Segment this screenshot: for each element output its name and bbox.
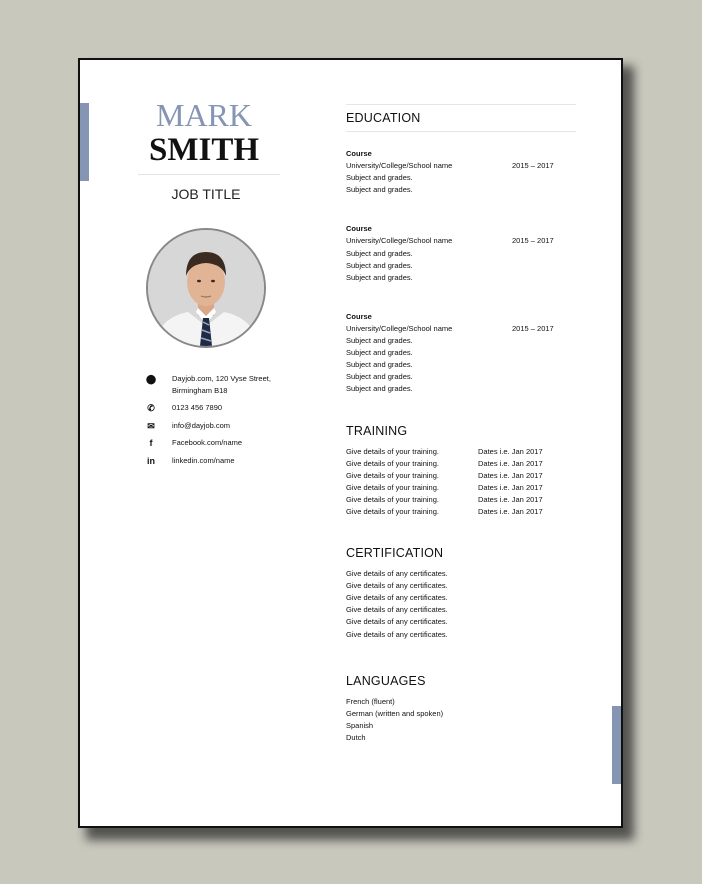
contact-row — [146, 373, 306, 396]
certificate-row: Give details of any certificates. — [346, 593, 448, 603]
subject-grades: Subject and grades. — [346, 384, 413, 394]
school-row — [346, 160, 578, 172]
contact-row — [146, 437, 306, 449]
education-entry — [346, 223, 578, 283]
language-row: Dutch — [346, 732, 366, 742]
training-row — [346, 494, 578, 506]
location-icon: ⬤ — [146, 374, 157, 384]
email-icon: ✉ — [147, 420, 155, 431]
accent-bar-left — [80, 103, 89, 181]
certificate-row: Give details of any certificates. — [346, 605, 448, 615]
language-row: Spanish — [346, 720, 374, 730]
education-entry — [346, 148, 578, 196]
subject-grades: Subject and grades. — [346, 336, 413, 346]
school-name: University/College/School name — [346, 236, 453, 246]
languages-title: LANGUAGES — [346, 673, 426, 688]
course-name: Course — [346, 311, 372, 321]
accent-bar-right — [612, 706, 621, 784]
training-detail: Give details of your training. — [346, 482, 439, 492]
training-detail: Give details of your training. — [346, 494, 439, 504]
school-row — [346, 323, 578, 335]
name-divider — [138, 174, 280, 175]
first-name: MARK — [155, 97, 252, 133]
training-row — [346, 458, 578, 470]
certificate-row: Give details of any certificates. — [346, 581, 448, 591]
education-entry — [346, 311, 578, 396]
language-row: German (written and spoken) — [346, 708, 444, 718]
course-name: Course — [346, 224, 372, 234]
contact-text: Dayjob.com, 120 Vyse Street, — [172, 374, 271, 383]
certification-title: CERTIFICATION — [346, 546, 444, 561]
course-name: Course — [346, 149, 372, 158]
certificate-row: Give details of any certificates. — [346, 629, 448, 639]
training-detail: Give details of your training. — [346, 506, 439, 516]
training-detail: Give details of your training. — [346, 446, 439, 456]
training-date: Dates i.e. Jan 2017 — [478, 458, 543, 468]
education-list — [346, 148, 578, 396]
language-row: French (fluent) — [346, 696, 395, 706]
job-title: JOB TITLE — [171, 186, 241, 202]
training-row — [346, 482, 578, 494]
contact-text: 0123 456 7890 — [172, 403, 223, 412]
certificate-row: Give details of any certificates. — [346, 569, 448, 579]
education-title: EDUCATION — [346, 111, 421, 125]
contact-text: linkedin.com/name — [172, 455, 235, 465]
education-dates: 2015 – 2017 — [512, 161, 554, 171]
subject-grades: Subject and grades. — [346, 348, 413, 358]
training-date: Dates i.e. Jan 2017 — [478, 482, 543, 492]
subject-grades: Subject and grades. — [346, 372, 413, 382]
certificate-row: Give details of any certificates. — [346, 617, 448, 627]
contact-row — [146, 402, 306, 414]
contact-text: info@dayjob.com — [172, 420, 231, 430]
profile-photo — [146, 228, 266, 348]
education-header — [346, 104, 576, 132]
school-row — [346, 235, 578, 247]
contact-row — [146, 420, 306, 432]
training-date: Dates i.e. Jan 2017 — [478, 470, 543, 480]
linkedin-icon: in — [147, 455, 155, 466]
cv-page — [78, 58, 623, 828]
subject-grades: Subject and grades. — [346, 360, 413, 370]
training-date: Dates i.e. Jan 2017 — [478, 446, 543, 456]
training-row — [346, 470, 578, 482]
education-dates: 2015 – 2017 — [512, 236, 554, 246]
contact-text: Facebook.com/name — [172, 438, 243, 447]
education-dates: 2015 – 2017 — [512, 323, 554, 333]
contact-list — [146, 373, 306, 466]
facebook-icon: f — [149, 438, 153, 448]
subject-grades: Subject and grades. — [346, 248, 413, 258]
certification-list — [346, 568, 578, 641]
training-detail: Give details of your training. — [346, 458, 439, 468]
subject-grades: Subject and grades. — [346, 260, 413, 270]
training-date: Dates i.e. Jan 2017 — [478, 494, 543, 504]
languages-list — [346, 696, 578, 744]
main-column — [346, 104, 578, 744]
training-date: Dates i.e. Jan 2017 — [478, 506, 543, 516]
training-detail: Give details of your training. — [346, 470, 439, 480]
training-row — [346, 446, 578, 458]
school-name: University/College/School name — [346, 161, 453, 171]
subject-grades: Subject and grades. — [346, 185, 413, 195]
contact-text: Birmingham B18 — [172, 385, 228, 395]
subject-grades: Subject and grades. — [346, 272, 413, 282]
training-row — [346, 506, 578, 518]
school-name: University/College/School name — [346, 323, 453, 333]
training-list — [346, 446, 578, 519]
contact-row — [146, 455, 306, 467]
training-title: TRAINING — [346, 423, 408, 438]
phone-icon: ✆ — [147, 403, 155, 413]
last-name: SMITH — [148, 132, 260, 168]
subject-grades: Subject and grades. — [346, 173, 413, 183]
